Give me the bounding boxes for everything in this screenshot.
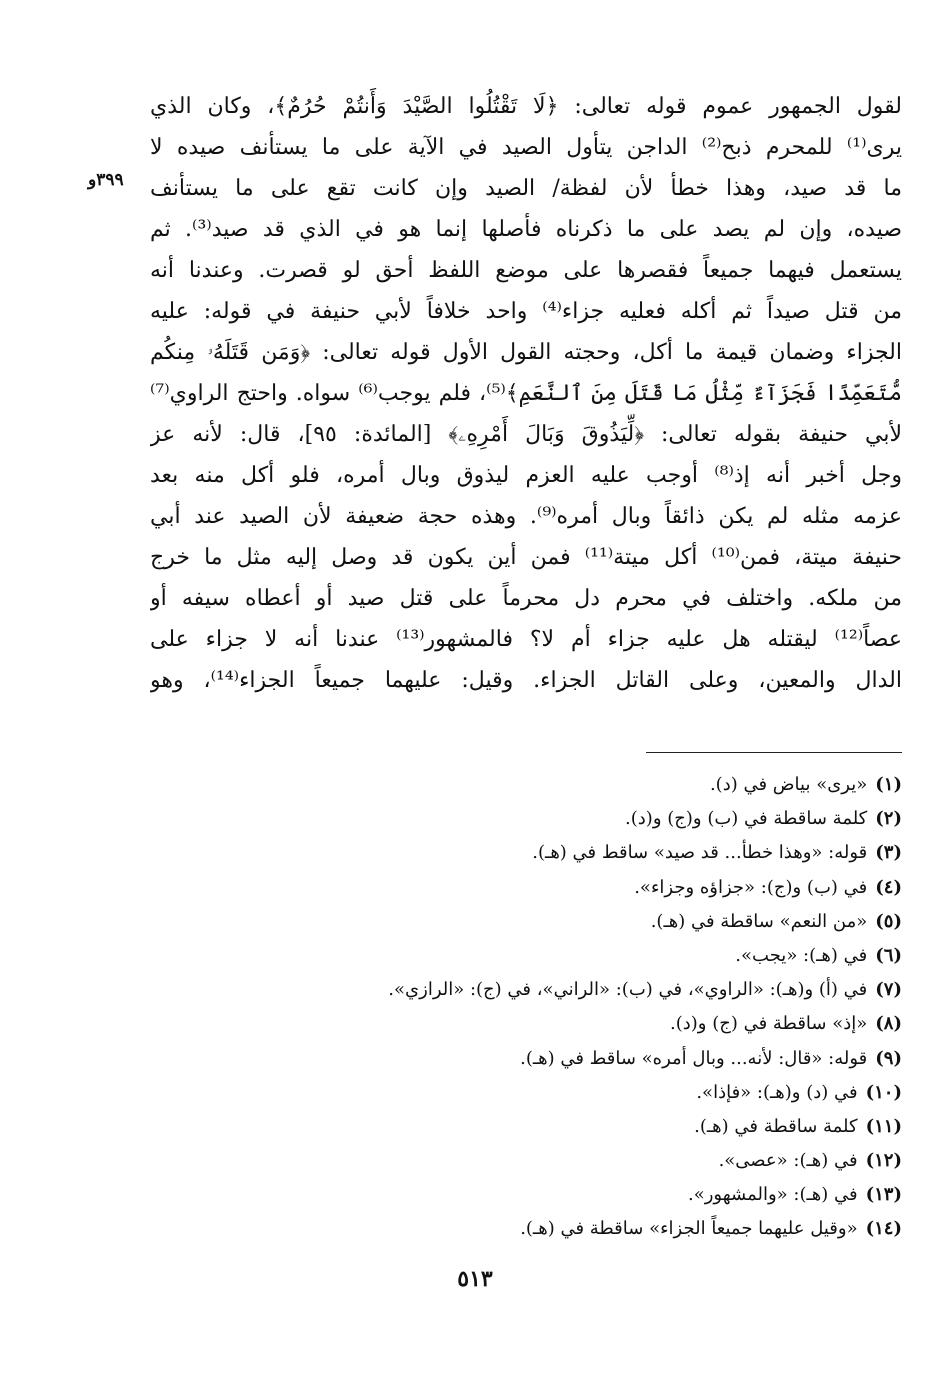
footnote-item <box>150 939 902 973</box>
footnote-number: (٢) <box>875 808 902 830</box>
footnote-number: (٣) <box>875 842 902 864</box>
text-line: حنيفة ميتة، فمن⁽¹⁰⁾ أكل ميتة⁽¹¹⁾ فمن أين يكون قد وصل إليه مثل ما خرج <box>150 545 902 570</box>
footnote-separator <box>646 752 902 753</box>
footnote-number: (٤) <box>875 876 902 898</box>
footnote-number: (١) <box>875 774 902 795</box>
footnote-text: «إذ» ساقطة في (ج) و(د). <box>670 1013 868 1035</box>
text-line: مُّتَعَمِّدًا فَجَزَآءٌ مِّثْلُ مَا قَتَلَ مِنَ ٱلنَّعَمِ﴾⁽⁵⁾، فلم يوجب⁽⁶⁾ سواه. واحتج الراوي⁽⁷⁾ <box>150 381 902 406</box>
text-line: عزمه مثله لم يكن ذائقاً وبال أمره⁽⁹⁾. وهذه حجة ضعيفة لأن الصيد عند أبي <box>150 504 902 529</box>
footnote-item <box>150 905 902 939</box>
footnote-number: (٥) <box>875 910 902 932</box>
footnote-number: (١٣) <box>865 1184 902 1206</box>
footnote-item <box>150 1144 902 1178</box>
footnote-text: في (هـ): «عصى». <box>718 1150 858 1172</box>
text-line: لقول الجمهور عموم قوله تعالى: ﴿لَا تَقْتُلُوا الصَّيْدَ وَأَنتُمْ حُرُمٌ﴾، وكان الذي <box>150 94 902 119</box>
footnote-text: قوله: «وهذا خطأ... قد صيد» ساقط في (هـ). <box>532 842 868 864</box>
footnote-number: (١٠) <box>865 1081 902 1103</box>
footnote-item <box>150 768 902 802</box>
footnote-text: في (هـ): «يجب». <box>735 944 868 966</box>
footnote-text: كلمة ساقطة في (ب) و(ج) و(د). <box>625 808 868 830</box>
text-line: من ملكه. واختلف في محرم دل محرماً على قتل صيد أو أعطاه سيفه أو <box>150 586 902 611</box>
footnote-item <box>150 1212 902 1246</box>
text-line: عصاً⁽¹²⁾ ليقتله هل عليه جزاء أم لا؟ فالمشهور⁽¹³⁾ عندنا أنه لا جزاء على <box>150 627 902 652</box>
text-line: صيده، وإن لم يصد على ما ذكرناه فأصلها إنما هو في الذي قد صيد⁽³⁾. ثم <box>150 217 902 242</box>
footnote-text: «وقيل عليهما جميعاً الجزاء» ساقطة في (هـ). <box>520 1218 858 1240</box>
text-line: لأبي حنيفة بقوله تعالى: ﴿لِّيَذُوقَ وَبَالَ أَمْرِهِۦ﴾ [المائدة: ٩٥]، قال: لأنه عز <box>150 422 902 447</box>
footnote-item <box>150 1178 902 1212</box>
footnote-number: (١٢) <box>865 1150 902 1172</box>
footnotes <box>150 768 902 1247</box>
footnote-text: «يرى» بياض في (د). <box>709 774 868 795</box>
footnote-text: في (د) و(هـ): «فإذا». <box>696 1081 858 1103</box>
footnote-number: (٦) <box>875 944 902 966</box>
text-line: من قتل صيداً ثم أكله فعليه جزاء⁽⁴⁾ واحد خلافاً لأبي حنيفة في قوله: عليه <box>150 299 902 324</box>
footnote-item <box>150 836 902 870</box>
footnote-item <box>150 973 902 1007</box>
footnote-item <box>150 1110 902 1144</box>
footnote-number: (١١) <box>865 1115 902 1137</box>
text-line: وجل أخبر أنه إذ⁽⁸⁾ أوجب عليه العزم ليذوق وبال أمره، فلو أكل منه بعد <box>150 463 902 488</box>
footnote-item <box>150 1076 902 1110</box>
footnote-number: (٨) <box>875 1013 902 1035</box>
footnote-text: قوله: «قال: لأنه... وبال أمره» ساقط في (هـ). <box>520 1047 868 1069</box>
text-line: الدال والمعين، وعلى القاتل الجزاء. وقيل: عليهما جميعاً الجزاء⁽¹⁴⁾، وهو <box>150 668 902 693</box>
text-line: ما قد صيد، وهذا خطأ لأن لفظة/ الصيد وإن كانت تقع على ما يستأنف <box>150 176 902 201</box>
footnote-number: (٧) <box>875 979 902 1001</box>
main-text <box>150 86 902 701</box>
footnote-number: (١٤) <box>865 1218 902 1240</box>
footnote-number: (٩) <box>875 1047 902 1069</box>
margin-folio-note: ٣٩٩و <box>88 170 124 190</box>
footnote-text: «من النعم» ساقطة في (هـ). <box>650 910 868 932</box>
text-line: يرى⁽¹⁾ للمحرم ذبح⁽²⁾ الداجن يتأول الصيد في الآية على ما يستأنف صيده لا <box>150 135 902 160</box>
footnote-text: في (ب) و(ج): «جزاؤه وجزاء». <box>634 876 868 898</box>
footnote-item <box>150 802 902 836</box>
text-line: الجزاء وضمان قيمة ما أكل، وحجته القول الأول قوله تعالى: ﴿وَمَن قَتَلَهُۥ مِنكُم <box>150 340 902 365</box>
footnote-item <box>150 1007 902 1041</box>
text-line: يستعمل فيهما جميعاً فقصرها على موضع اللفظ أحق لو قصرت. وعندنا أنه <box>150 258 902 283</box>
footnote-text: في (هـ): «والمشهور». <box>687 1184 858 1206</box>
page-number: ٥١٣ <box>457 1266 493 1292</box>
footnote-text: كلمة ساقطة في (هـ). <box>694 1115 858 1137</box>
footnote-text: في (أ) و(هـ): «الراوي»، في (ب): «الراني»، في (ج): «الرازي». <box>388 979 868 1001</box>
footnote-item <box>150 871 902 905</box>
footnote-item <box>150 1042 902 1076</box>
